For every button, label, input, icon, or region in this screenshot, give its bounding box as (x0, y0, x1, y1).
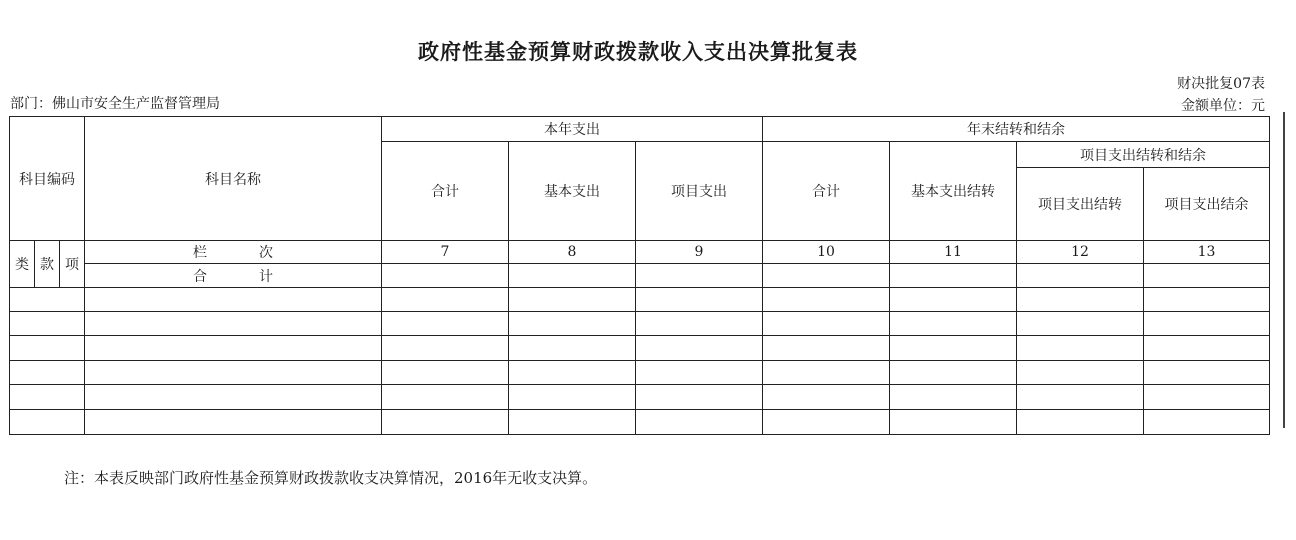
total-cell (509, 264, 636, 288)
column-number-10: 10 (763, 241, 890, 264)
column-number-label: 栏 次 (85, 241, 382, 264)
total-cell (1144, 264, 1270, 288)
page-title: 政府性基金预算财政拨款收入支出决算批复表 (418, 39, 858, 64)
total-cell (636, 264, 763, 288)
department-label: 部门：佛山市安全生产监督管理局 (10, 96, 220, 112)
header-project-carryover: 项目支出结转 (1017, 168, 1144, 241)
header-project-expense: 项目支出 (636, 142, 763, 241)
column-number-8: 8 (509, 241, 636, 264)
table-row (10, 361, 1270, 385)
form-number: 财决批复07表 (1177, 76, 1265, 92)
table-row (10, 288, 1270, 312)
column-number-7: 7 (382, 241, 509, 264)
footnote: 注：本表反映部门政府性基金预算财政拨款收支决算情况，2016年无收支决算。 (64, 469, 598, 487)
table-row (10, 410, 1270, 435)
total-cell (1017, 264, 1144, 288)
column-number-11: 11 (890, 241, 1017, 264)
column-number-12: 12 (1017, 241, 1144, 264)
amount-unit: 金额单位：元 (1181, 98, 1265, 114)
header-basic-expense: 基本支出 (509, 142, 636, 241)
header-subject-code: 科目编码 (10, 117, 85, 241)
total-cell (763, 264, 890, 288)
header-xiang: 项 (60, 241, 85, 288)
header-kuan: 款 (35, 241, 60, 288)
header-lei: 类 (10, 241, 35, 288)
total-row-label: 合 计 (85, 264, 382, 288)
total-cell (890, 264, 1017, 288)
header-project-surplus: 项目支出结余 (1144, 168, 1270, 241)
header-total-a: 合计 (382, 142, 509, 241)
table-row (10, 385, 1270, 410)
column-number-13: 13 (1144, 241, 1270, 264)
header-subject-name: 科目名称 (85, 117, 382, 241)
budget-table (9, 116, 1270, 435)
header-total-b: 合计 (763, 142, 890, 241)
header-current-year-expense: 本年支出 (382, 117, 763, 142)
table-row (10, 312, 1270, 336)
column-number-9: 9 (636, 241, 763, 264)
total-cell (382, 264, 509, 288)
scan-edge-line (1283, 112, 1285, 428)
header-project-balance-group: 项目支出结转和结余 (1017, 142, 1270, 168)
header-year-end-balance: 年末结转和结余 (763, 117, 1270, 142)
header-basic-carryover: 基本支出结转 (890, 142, 1017, 241)
table-row (10, 336, 1270, 361)
